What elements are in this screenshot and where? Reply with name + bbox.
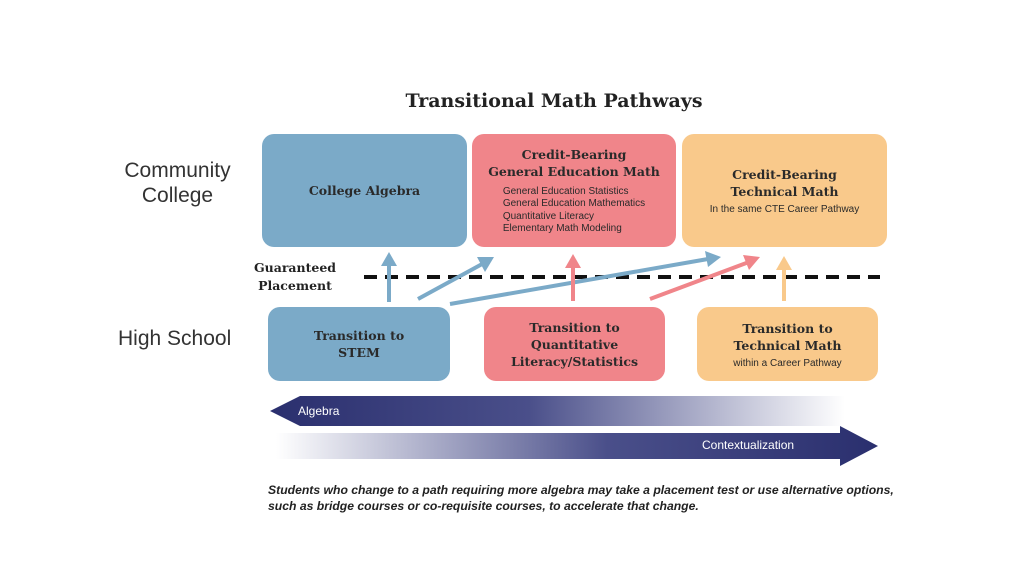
- arrowhead: [776, 256, 792, 270]
- arrowhead: [565, 254, 581, 268]
- guaranteed-placement-label: Guaranteed Placement: [253, 260, 337, 293]
- box-transition-stem-heading: Transition to STEM: [313, 328, 405, 360]
- row-label-high-school: High School: [118, 327, 232, 350]
- arrowhead: [705, 251, 721, 267]
- contextualization-label: Contextualization: [702, 438, 795, 452]
- list-item: General Education Statistics: [502, 185, 629, 197]
- list-item: Elementary Math Modeling: [502, 223, 622, 234]
- box-transition-technical-heading: Transition to Technical Math: [733, 320, 842, 353]
- arrowhead: [381, 252, 397, 266]
- list-item: Quantitative Literacy: [502, 210, 595, 222]
- box-gen-ed-math-heading: Credit-Bearing General Education Math: [488, 146, 660, 179]
- box-college-algebra-heading: College Algebra: [308, 183, 421, 198]
- box-transition-technical-subtitle: within a Career Pathway: [733, 357, 842, 369]
- box-transition-quantitative-heading: Transition to Quantitative Literacy/Statistics: [510, 319, 639, 369]
- algebra-label: Algebra: [298, 404, 340, 418]
- arrow-stem-to-gen-ed: [418, 263, 484, 299]
- algebra-gradient-arrow: [270, 396, 845, 426]
- box-technical-math-subtitle: In the same CTE Career Pathway: [709, 204, 860, 215]
- footnote: Students who change to a path requiring more algebra may take a placement test or use alternative options, such as bridge courses or co-requisite courses, to accelerate that change.: [268, 483, 894, 513]
- row-label-community-college: Community College: [124, 159, 231, 207]
- list-item: General Education Mathematics: [502, 198, 646, 209]
- diagram-title: Transitional Math Pathways: [405, 90, 703, 112]
- box-technical-math-heading: Credit-Bearing Technical Math: [730, 167, 839, 199]
